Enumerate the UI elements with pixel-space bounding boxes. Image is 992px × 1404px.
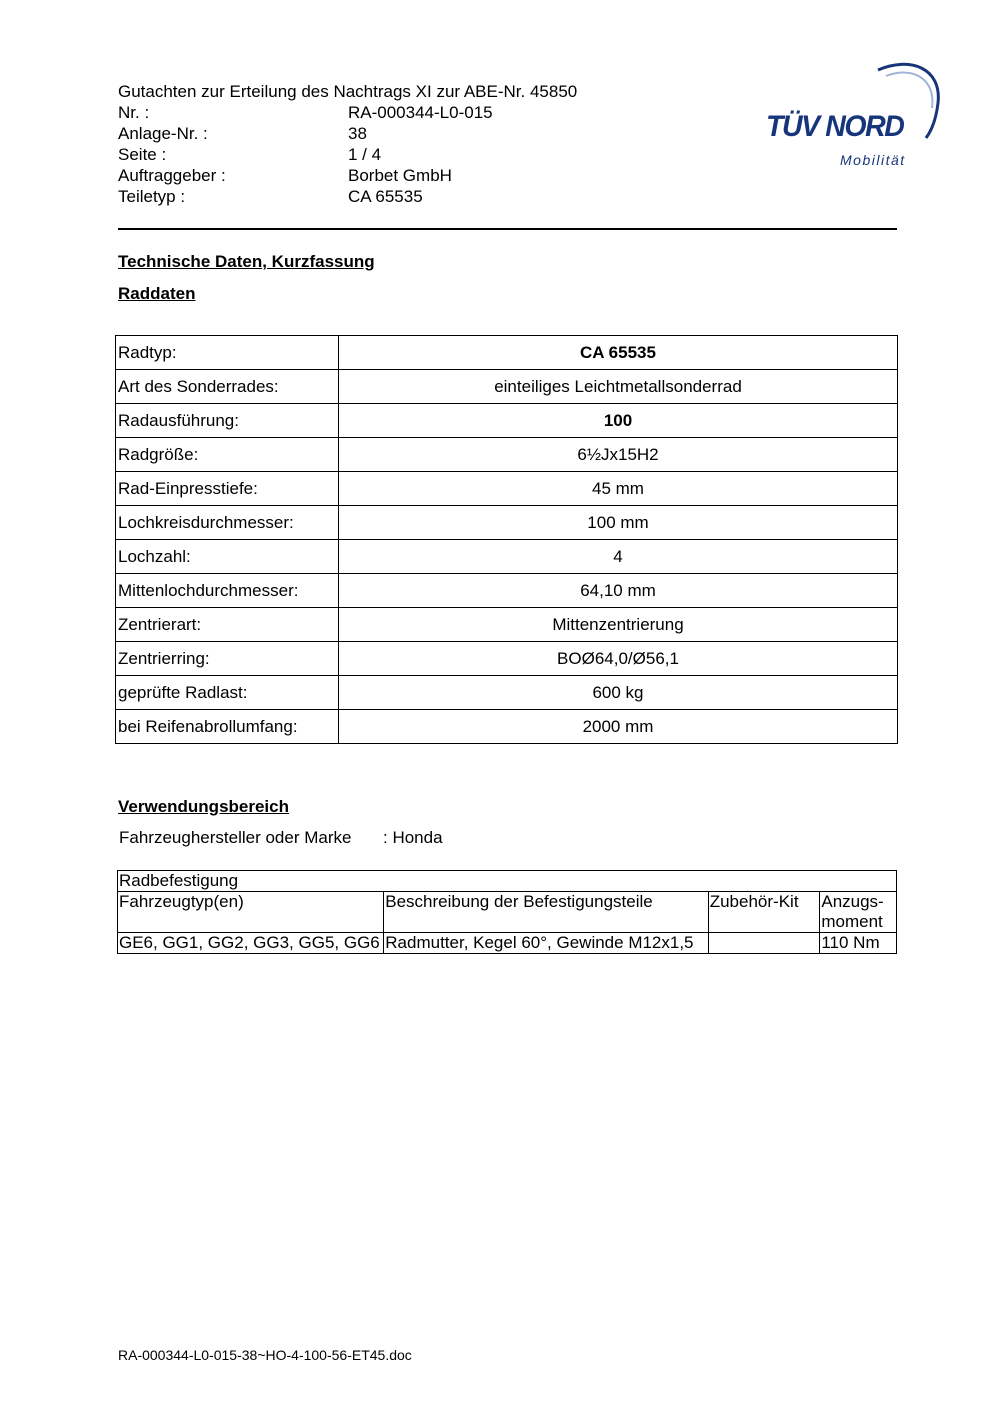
document-title: Gutachten zur Erteilung des Nachtrags XI zur ABE-Nr. 45850	[118, 82, 578, 101]
header-field-label: Teiletyp :	[118, 187, 186, 206]
header-field-value: 38	[348, 124, 367, 143]
raddaten-label: Lochkreisdurchmesser:	[116, 506, 339, 540]
document-header	[118, 81, 577, 207]
column-header: Zubehör-Kit	[708, 892, 820, 933]
table-header-row	[118, 892, 897, 933]
table-row	[116, 608, 898, 642]
table-row	[116, 540, 898, 574]
header-field-value: CA 65535	[348, 187, 423, 206]
raddaten-label: Zentrierart:	[116, 608, 339, 642]
section-heading-tech: Technische Daten, Kurzfassung	[118, 252, 375, 271]
raddaten-value: 4	[339, 540, 898, 574]
table-row	[116, 438, 898, 472]
raddaten-label: Art des Sonderrades:	[116, 370, 339, 404]
raddaten-value: 64,10 mm	[339, 574, 898, 608]
raddaten-label: Mittenlochdurchmesser:	[116, 574, 339, 608]
tuev-nord-logo	[760, 58, 945, 173]
raddaten-value: 45 mm	[339, 472, 898, 506]
header-field-row	[118, 102, 577, 123]
header-fields	[118, 102, 577, 207]
table-row	[116, 710, 898, 744]
raddaten-label: Radgröße:	[116, 438, 339, 472]
header-field-value: 1 / 4	[348, 145, 382, 164]
logo-wordmark: TÜV NORD	[766, 110, 904, 143]
raddaten-label: Radausführung:	[116, 404, 339, 438]
column-header: Beschreibung der Befestigungsteile	[384, 892, 708, 933]
raddaten-label: Zentrierring:	[116, 642, 339, 676]
table-row	[116, 404, 898, 438]
table-row	[116, 472, 898, 506]
table-row	[116, 336, 898, 370]
header-divider	[118, 228, 897, 230]
maker-label: Fahrzeughersteller oder Marke	[119, 828, 352, 847]
table-row	[116, 676, 898, 710]
section-heading-raddaten: Raddaten	[118, 284, 196, 303]
section-heading-verwendung: Verwendungsbereich	[118, 797, 289, 816]
header-field-value: Borbet GmbH	[348, 166, 452, 185]
header-field-row	[118, 144, 577, 165]
vehicle-maker-line	[119, 828, 443, 848]
header-field-label: Auftraggeber :	[118, 166, 226, 185]
table-row	[116, 506, 898, 540]
raddaten-value: CA 65535	[339, 336, 898, 370]
table-cell	[708, 933, 820, 954]
header-field-row	[118, 165, 577, 186]
raddaten-label: Radtyp:	[116, 336, 339, 370]
table-row	[116, 642, 898, 676]
raddaten-value: 100	[339, 404, 898, 438]
table-row	[116, 370, 898, 404]
table-cell: GE6, GG1, GG2, GG3, GG5, GG6	[118, 933, 384, 954]
raddaten-value: 600 kg	[339, 676, 898, 710]
table-row	[118, 933, 897, 954]
column-header: Anzugs- moment	[820, 892, 897, 933]
header-field-row	[118, 186, 577, 207]
raddaten-value: BOØ64,0/Ø56,1	[339, 642, 898, 676]
table-row	[116, 574, 898, 608]
radbefestigung-title: Radbefestigung	[118, 871, 897, 892]
raddaten-label: bei Reifenabrollumfang:	[116, 710, 339, 744]
raddaten-value: Mittenzentrierung	[339, 608, 898, 642]
raddaten-value: einteiliges Leichtmetallsonderrad	[339, 370, 898, 404]
raddaten-value: 6½Jx15H2	[339, 438, 898, 472]
raddaten-label: Lochzahl:	[116, 540, 339, 574]
header-field-label: Anlage-Nr. :	[118, 124, 208, 143]
raddaten-label: geprüfte Radlast:	[116, 676, 339, 710]
maker-value: : Honda	[383, 828, 443, 847]
header-field-value: RA-000344-L0-015	[348, 103, 493, 122]
footer-filename: RA-000344-L0-015-38~HO-4-100-56-ET45.doc	[118, 1347, 412, 1363]
header-field-label: Nr. :	[118, 103, 150, 122]
radbefestigung-table	[117, 870, 897, 954]
raddaten-label: Rad-Einpresstiefe:	[116, 472, 339, 506]
logo-subtitle: Mobilität	[840, 152, 906, 168]
table-cell: 110 Nm	[820, 933, 897, 954]
column-header: Fahrzeugtyp(en)	[118, 892, 384, 933]
header-field-label: Seite :	[118, 145, 167, 164]
table-cell: Radmutter, Kegel 60°, Gewinde M12x1,5	[384, 933, 708, 954]
raddaten-table	[115, 335, 898, 744]
header-field-row	[118, 123, 577, 144]
raddaten-value: 2000 mm	[339, 710, 898, 744]
raddaten-value: 100 mm	[339, 506, 898, 540]
